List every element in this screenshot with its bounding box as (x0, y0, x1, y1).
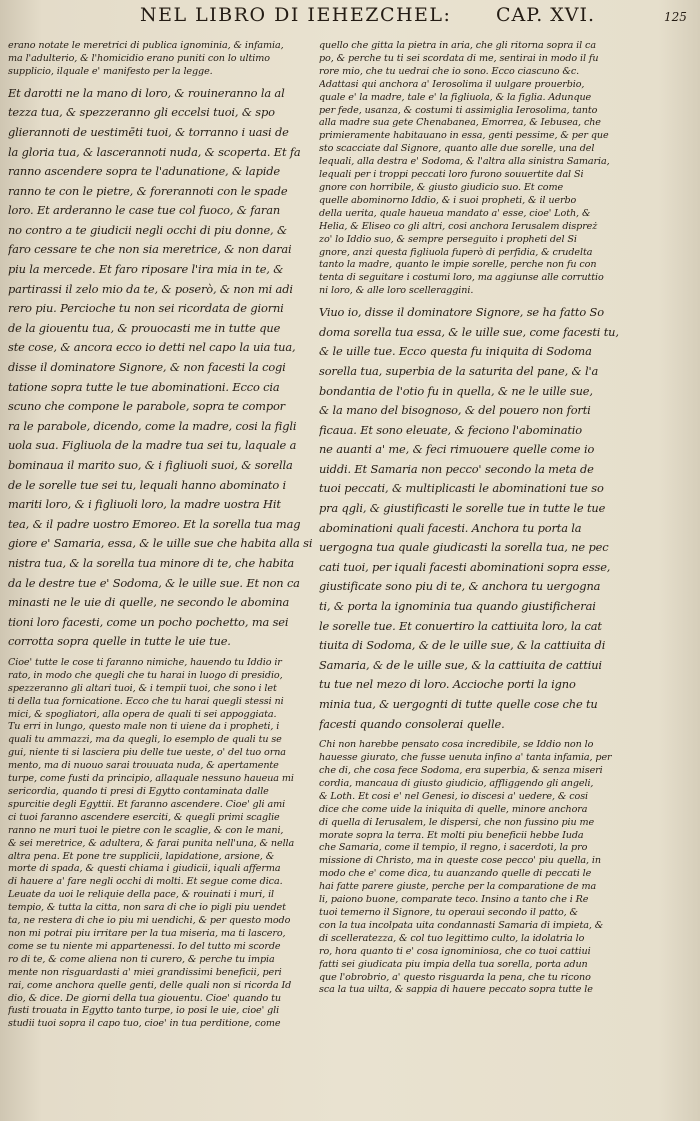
folio-number: 125 (664, 10, 687, 24)
text-line: tempio, & tutta la citta, non sara di che io pigli piu uendet (8, 902, 286, 914)
text-line: glierannoti de uestimēti tuoi, & torranno i uasi de (8, 124, 289, 139)
text-line: ma l'adulterio, & l'homicidio erano puniti con lo ultimo (8, 52, 270, 64)
text-line: quali tu ammazzi, ma da quegli, lo esemplo de quali tu se (8, 734, 282, 746)
text-line: altra pena. Et pone tre supplicii, lapidatione, arsione, & (8, 850, 275, 862)
text-line: alla madre sua gete Chenabanea, Emorrea, & Iebusea, che (319, 117, 601, 129)
text-line: che Samaria, come il tempio, il regno, i sacerdoti, la pro (319, 842, 588, 854)
text-line: cordia, mancaua di giusto giudicio, affliggendo gli angeli, (319, 777, 594, 789)
text-line: que l'obrobrio, a' questo risguarda la pena, che tu ricono (319, 971, 591, 983)
text-line: come se tu niente mi appartenessi. Io del tutto mi scorde (8, 940, 281, 952)
text-line: gnore con horribile, & giusto giudicio suo. Et come (319, 181, 564, 193)
text-line: ti della tua fornicatione. Ecco che tu harai quegli stessi ni (8, 695, 284, 707)
text-line: da le destre tue e' Sodoma, & le uille sue. Et non ca (8, 575, 300, 590)
text-line: tenta di seguitare i costumi loro, ma aggiunse alle corruttio (319, 272, 604, 284)
text-line: scuno che compone le parabole, sopra te compor (8, 399, 285, 414)
text-line: ta, ne restera di che io piu mi uendichi, & per questo modo (8, 915, 291, 927)
text-line: ne auanti a' me, & feci rimuouere quelle come io (319, 442, 595, 457)
text-line: mento, ma di nuouo sarai trouuata nuda, & apertamente (8, 760, 279, 772)
text-line: spezzeranno gli altari tuoi, & i tempii tuoi, che sono i let (8, 682, 277, 694)
chapter-number: CAP. XVI. (496, 4, 596, 26)
text-line: & la mano del bisognoso, & del pouero non forti (319, 403, 591, 418)
text-line: mariti loro, & i figliuoli loro, la madre uostra Hit (8, 497, 281, 512)
text-line: missione di Christo, ma in queste cose pecco' piu quella, in (319, 855, 601, 867)
text-line: ro, hora quanto ti e' cosa ignominiosa, che co tuoi cattiui (319, 945, 591, 957)
text-line: sericordia, quando ti presi di Egytto contaminata dalle (8, 786, 269, 797)
commentary-text (8, 40, 313, 79)
text-line: pra qgli, & giustificasti le sorelle tue in tutte le tue (319, 501, 606, 516)
text-line: ranno ascendere sopra te l'adunatione, & lapide (8, 164, 280, 179)
text-line: con la tua incolpata uita condannasti Samaria di impieta, & (319, 919, 604, 931)
text-line: ranno te con le pietre, & forerannoti con le spade (8, 183, 288, 198)
text-line: Adattasi qui anchora a' Ierosolima il uulgare prouerbio, (319, 78, 585, 90)
text-line: Leuate da uoi le reliquie della pace, & rouinati i muri, il (8, 889, 275, 901)
right-column (319, 40, 629, 997)
text-line: fatti sei giudicata piu impia della tua sorella, porta adun (319, 958, 588, 970)
text-line: quelle abominorno Iddio, & i suoi propheti, & il uerbo (319, 194, 577, 206)
text-line: & sei meretrice, & adultera, & farai punita nell'una, & nella (8, 837, 295, 849)
text-line: facesti quando consolerai quelle. (319, 716, 505, 731)
text-line: piu la mercede. Et faro riposare l'ira mia in te, & (8, 262, 284, 277)
text-line: della uerita, quale haueua mandato a' esse, cioe' Loth, & (319, 207, 591, 219)
text-line: tuoi peccati, & multiplicasti le abominationi tue so (319, 481, 604, 496)
text-line: per fede, usanza, & costumi ti assimiglia Ierosolima, tanto (319, 104, 598, 116)
text-line: partirassi il zelo mio da te, & poserò, & non mi adi (8, 281, 293, 296)
text-line: & le uille tue. Ecco questa fu iniquita di Sodoma (319, 344, 592, 359)
text-line: corrotta sopra quelle in tutte le uie tue. (8, 634, 231, 649)
text-line: rato, in modo che quegli che tu harai in luogo di presidio, (8, 669, 283, 681)
text-line: doma sorella tua essa, & le uille sue, come facesti tu, (319, 324, 619, 339)
text-line: tu tue nel mezo di loro. Accioche porti la igno (319, 677, 576, 692)
text-line: morate sopra la terra. Et molti piu beneficii hebbe Iuda (319, 829, 584, 841)
text-line: faro cessare te che non sia meretrice, & non darai (8, 242, 292, 257)
text-line: modo che e' come dica, tu auanzando quelle di peccati le (319, 868, 592, 880)
text-line: no contro a te giudicii negli occhi di piu donne, & (8, 222, 287, 237)
text-line: tezza tua, & spezzeranno gli eccelsi tuoi, & spo (8, 105, 275, 120)
text-line: lequali per i troppi peccati loro furono souuertite dal Si (319, 169, 584, 181)
text-line: minia tua, & uergognti di tutte quelle cose che tu (319, 697, 598, 711)
text-line: le sorelle tue. Et conuertiro la cattiuita loro, la cat (319, 618, 602, 633)
text-line: gnore, anzi questa figliuola fuperò di perfidia, & crudelta (319, 246, 593, 258)
text-line: disse il dominatore Signore, & non facesti la cogi (8, 360, 286, 375)
text-line: mente non risguardasti a' miei grandissimi beneficii, peri (8, 966, 282, 978)
scripture-text (319, 303, 629, 734)
commentary-text (319, 739, 629, 997)
text-line: sorella tua, superbia de la saturita del pane, & l'a (319, 363, 599, 378)
text-line: tiuita di Sodoma, & de le uille sue, & la cattiuita di (319, 638, 606, 653)
text-line: li, paiono buone, comparate teco. Insino a tanto che i Re (319, 894, 589, 906)
text-line: hai fatte parere giuste, perche per la comparatione de ma (319, 881, 597, 893)
text-line: lequali, alla destra e' Sodoma, & l'altra alla sinistra Samaria, (319, 156, 610, 168)
text-line: mici, & spogliatori, alla opera de quali ti sei appoggiata. (8, 708, 277, 720)
text-line: rore mio, che tu uedrai che io sono. Ecco ciascuno &c. (319, 65, 580, 77)
text-line: ni loro, & alle loro scelleraggini. (319, 285, 474, 297)
text-line: ti, & porta la ignominia tua quando giustificherai (319, 599, 596, 614)
text-line: ficaua. Et sono eleuate, & feciono l'abominatio (319, 422, 582, 437)
text-line: dio, & dice. De giorni della tua giouentu. Cioe' quando tu (8, 992, 281, 1004)
text-line: uiddi. Et Samaria non pecco' secondo la meta de (319, 461, 594, 476)
text-line: po, & perche tu ti sei scordata di me, sentirai in modo il fu (319, 52, 599, 64)
page-header (0, 4, 700, 34)
text-line: ra le parabole, dicendo, come la madre, cosi la figli (8, 418, 297, 433)
text-line: di scelleratezza, & col tuo legittimo culto, la idolatria lo (319, 932, 585, 944)
text-line: uergogna tua quale giudicasti la sorella tua, ne pec (319, 540, 609, 555)
text-line: zo' lo Iddio suo, & sempre perseguito i propheti del Si (319, 233, 577, 245)
text-line: sca la tua uilta, & sappia di hauere peccato sopra tutte le (319, 984, 593, 996)
text-line: giore e' Samaria, essa, & le uille sue che habita alla si (8, 536, 313, 551)
text-line: nistra tua, & la sorella tua minore di te, che habita (8, 555, 295, 570)
text-line: loro. Et arderanno le case tue col fuoco, & faran (8, 203, 281, 218)
text-line: Et darotti ne la mano di loro, & rouineranno la al (8, 85, 285, 100)
text-line: minasti ne le uie di quelle, ne secondo le abomina (8, 595, 290, 610)
text-line: tea, & il padre uostro Emoreo. Et la sorella tua mag (8, 516, 301, 531)
text-line: quale e' la madre, tale e' la figliuola, & la figlia. Adunque (319, 91, 592, 103)
text-line: Helia, & Eliseo co gli altri, cosi anchora Ierusalem dispreż (319, 220, 598, 232)
commentary-text (8, 657, 313, 1031)
text-line: spurcitie degli Egyttii. Et faranno ascendere. Cioe' gli ami (8, 798, 286, 810)
text-line: de le sorelle tue sei tu, lequali hanno abominato i (8, 477, 287, 492)
text-line: ste cose, & ancora ecco io detti nel capo la uia tua, (8, 340, 296, 355)
text-line: morte di spada, & questi chiama i giudicii, iquali afferma (8, 863, 281, 875)
text-line: non mi potrai piu irritare per la tua miseria, ma ti lascero, (8, 927, 286, 939)
commentary-text (319, 40, 629, 298)
left-column (8, 40, 313, 1031)
text-line: rai, come anchora quelle genti, delle quali non si ricorda Id (8, 979, 292, 991)
text-line: dice che come uide la iniquita di quelle, minore anchora (319, 803, 588, 815)
scripture-text (8, 84, 313, 652)
text-line: primieramente habitauano in essa, genti pessime, & per que (319, 130, 609, 142)
text-line: hauesse giurato, che fusse uenuta infino a' tanta infamia, per (319, 752, 612, 764)
text-line: tanto la madre, quanto le impie sorelle, perche non fu con (319, 259, 597, 271)
text-line: Tu erri in lungo, questo male non ti uiene da i propheti, i (8, 721, 280, 733)
text-line: & Loth. Et cosi e' nel Genesi, io discesi a' uedere, & cosi (319, 790, 588, 802)
text-line: di hauere a' fare negli occhi di molti. Et segue come dica. (8, 876, 283, 888)
text-line: uola sua. Figliuola de la madre tua sei tu, laquale a (8, 438, 297, 453)
text-line: tuoi temerno il Signore, tu operaui secondo il patto, & (319, 906, 578, 918)
text-line: rero piu. Percioche tu non sei ricordata de giorni (8, 301, 284, 316)
text-line: bominaua il marito suo, & i figliuoli suoi, & sorella (8, 458, 293, 472)
text-line: abominationi quali facesti. Anchora tu porta la (319, 520, 582, 535)
text-line: ranno ne muri tuoi le pietre con le scaglie, & con le mani, (8, 824, 284, 836)
text-line: giustificate sono piu di te, & anchora tu uergogna (319, 579, 601, 594)
text-line: turpe, come fusti da principio, allaquale nessuno haueua mi (8, 773, 294, 785)
text-line: erano notate le meretrici di publica ignominia, & infamia, (8, 40, 284, 51)
text-line: ro di te, & come aliena non ti curero, & perche tu impia (8, 953, 275, 965)
text-line: sto scacciate dal Signore, quanto alle due sorelle, una del (319, 143, 595, 155)
text-line: tioni loro facesti, come un pocho pochetto, ma sei (8, 614, 289, 629)
text-line: supplicio, ilquale e' manifesto per la legge. (8, 65, 213, 77)
text-line: fusti trouata in Egytto tanto turpe, io posi le uie, cioe' gli (8, 1005, 280, 1017)
text-line: bondantia de l'otio fu in quella, & ne le uille sue, (319, 383, 593, 398)
text-line: Viuo io, disse il dominatore Signore, se ha fatto So (319, 305, 604, 320)
text-line: di quella di Ierusalem, le dispersi, che non fussino piu me (319, 816, 595, 828)
text-line: la gloria tua, & lascerannoti nuda, & scoperta. Et fa (8, 144, 301, 159)
text-line: Chi non harebbe pensato cosa incredibile, se Iddio non lo (319, 739, 594, 751)
text-line: studii tuoi sopra il capo tuo, cioe' in tua perditione, come (8, 1018, 281, 1030)
text-line: Samaria, & de le uille sue, & la cattiuita de cattiui (319, 657, 602, 672)
text-line: Cioe' tutte le cose ti faranno nimiche, hauendo tu Iddio ir (8, 656, 282, 668)
text-line: ci tuoi faranno ascendere eserciti, & quegli primi scaglie (8, 811, 280, 823)
text-line: de la giouentu tua, & prouocasti me in tutte que (8, 320, 281, 335)
text-line: gui, niente ti si lasciera piu delle tue ueste, o' del tuo orna (8, 747, 286, 759)
running-head: NEL LIBRO DI IEHEZCHEL: (140, 4, 452, 26)
text-line: cati tuoi, per iquali facesti abominationi sopra esse, (319, 559, 611, 574)
text-line: che di, che cosa fece Sodoma, era superbia, & senza miseri (319, 765, 603, 776)
text-line: quello che gitta la pietra in aria, che gli ritorna sopra il ca (319, 40, 596, 51)
text-line: tatione sopra tutte le tue abominationi. Ecco cia (8, 379, 280, 394)
